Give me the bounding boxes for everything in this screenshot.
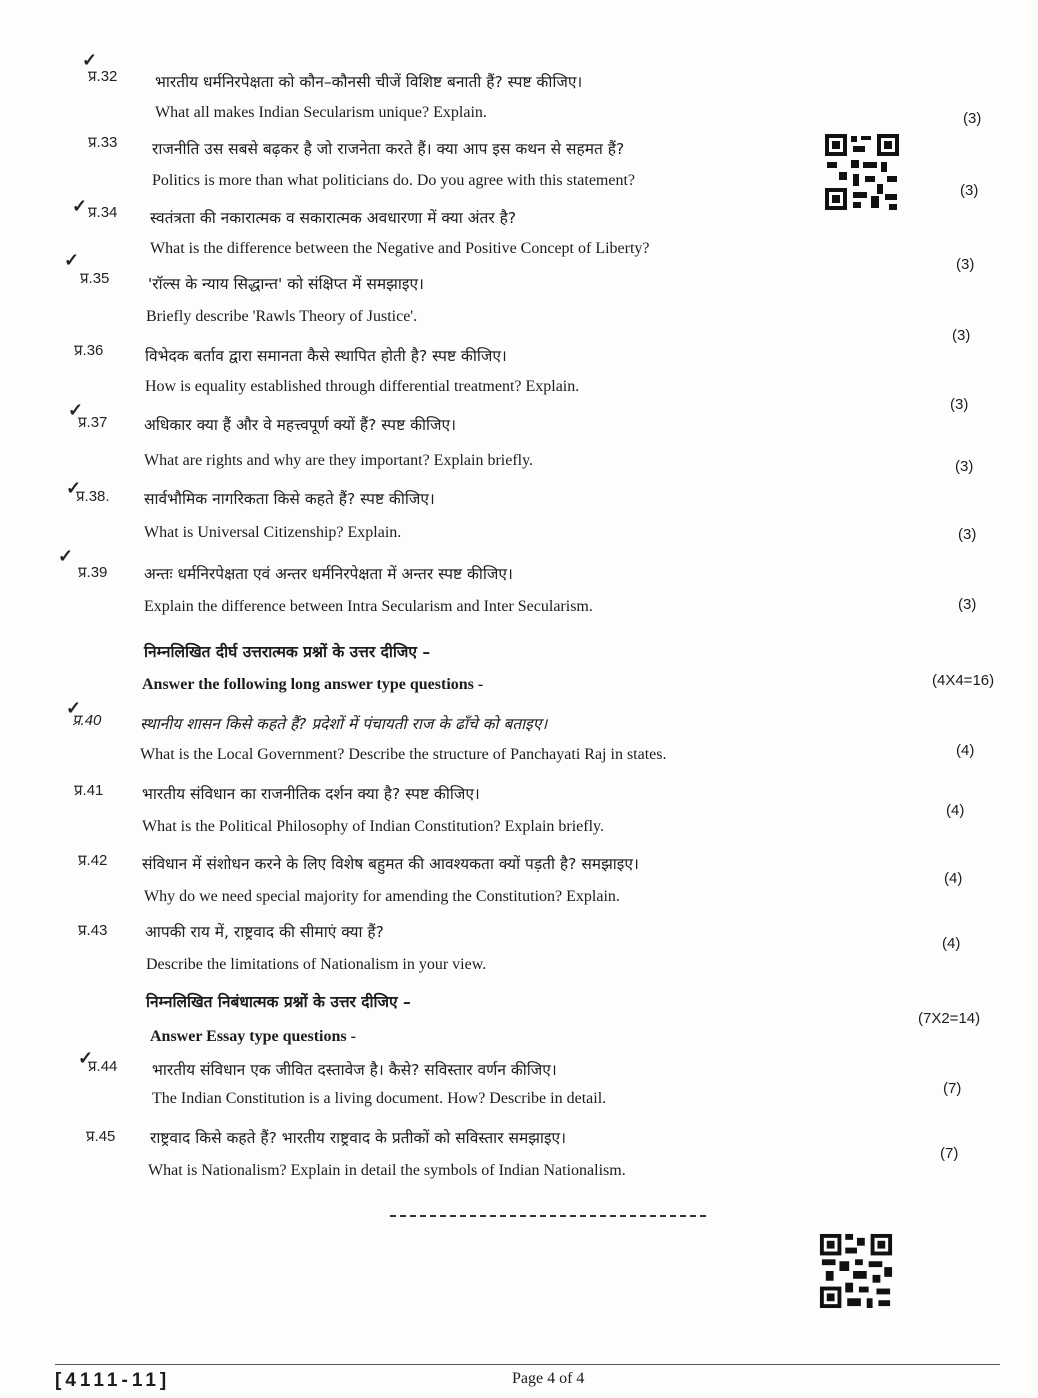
question-number: प्र.43 [78, 922, 108, 939]
question-english: What is the difference between the Negative and Positive Concept of Liberty? [150, 240, 650, 257]
question-english: Briefly describe 'Rawls Theory of Justice'. [146, 308, 418, 325]
question-number: प्र.36 [74, 342, 104, 359]
tick-mark-icon: ✓ [66, 478, 82, 498]
question-english: Why do we need special majority for amending the Constitution? Explain. [144, 888, 620, 905]
question-marks: (3) [963, 110, 982, 127]
question-hindi: अधिकार क्या हैं और वे महत्त्वपूर्ण क्यों हैं? स्पष्ट कीजिए। [144, 416, 456, 434]
page-number: Page 4 of 4 [512, 1370, 585, 1387]
question-hindi: अन्तः धर्मनिरपेक्षता एवं अन्तर धर्मनिरपेक्षता में अन्तर स्पष्ट कीजिए। [144, 565, 513, 583]
tick-mark-icon: ✓ [68, 400, 84, 420]
question-english: What are rights and why are they important? Explain briefly. [144, 452, 534, 469]
section-heading-english: Answer the following long answer type questions - [142, 676, 484, 693]
footer-rule [55, 1364, 1000, 1365]
section-heading-hindi: निम्नलिखित दीर्घ उत्तरात्मक प्रश्नों के उत्तर दीजिए – [144, 643, 431, 661]
question-number: प्र.38. [76, 488, 110, 505]
question-number: प्र.40 [72, 712, 102, 729]
tick-mark-icon: ✓ [82, 50, 98, 70]
question-hindi: स्वतंत्रता की नकारात्मक व सकारात्मक अवधारणा में क्या अंतर है? [150, 209, 517, 227]
question-hindi: आपकी राय में, राष्ट्रवाद की सीमाएं क्या हैं? [145, 923, 384, 941]
question-hindi: भारतीय संविधान एक जीवित दस्तावेज है। कैसे? सविस्तार वर्णन कीजिए। [152, 1061, 557, 1079]
question-marks: (4) [946, 802, 965, 819]
section-heading-hindi: निम्नलिखित निबंधात्मक प्रश्नों के उत्तर दीजिए – [146, 993, 411, 1011]
question-marks: (3) [958, 526, 977, 543]
question-marks: (3) [956, 256, 975, 273]
question-hindi: भारतीय धर्मनिरपेक्षता को कौन–कौनसी चीजें विशिष्ट बनाती हैं? स्पष्ट कीजिए। [155, 73, 583, 91]
section-heading-english: Answer Essay type questions - [150, 1028, 356, 1045]
question-english: What all makes Indian Secularism unique? Explain. [155, 104, 487, 121]
tick-mark-icon: ✓ [72, 196, 88, 216]
question-english: What is the Political Philosophy of Indian Constitution? Explain briefly. [142, 818, 605, 835]
question-hindi: स्थानीय शासन किसे कहते हैं? प्रदेशों में पंचायती राज के ढाँचे को बताइए। [140, 715, 548, 733]
question-number: प्र.35 [80, 270, 110, 287]
question-english: The Indian Constitution is a living document. How? Describe in detail. [152, 1090, 607, 1107]
question-english: How is equality established through differential treatment? Explain. [145, 378, 580, 395]
paper-code: [4111-11] [55, 1370, 171, 1391]
question-marks: (3) [955, 458, 974, 475]
qr-code-icon [823, 132, 901, 212]
question-number: प्र.34 [88, 204, 118, 221]
question-number: प्र.45 [86, 1128, 116, 1145]
question-marks: (3) [960, 182, 979, 199]
question-marks: (4) [956, 742, 975, 759]
question-marks: (7) [940, 1145, 959, 1162]
question-hindi: राष्ट्रवाद किसे कहते हैं? भारतीय राष्ट्रवाद के प्रतीकों को सविस्तार समझाइए। [150, 1129, 566, 1147]
tick-mark-icon: ✓ [58, 546, 74, 566]
qr-code-icon [818, 1232, 894, 1310]
question-marks: (4) [944, 870, 963, 887]
question-hindi: संविधान में संशोधन करने के लिए विशेष बहुमत की आवश्यकता क्यों पड़ती है? समझाइए। [142, 855, 639, 873]
question-marks: (3) [958, 596, 977, 613]
question-number: प्र.41 [74, 782, 104, 799]
question-english: What is Universal Citizenship? Explain. [144, 524, 402, 541]
question-english: What is the Local Government? Describe the structure of Panchayati Raj in states. [140, 746, 667, 763]
question-hindi: राजनीति उस सबसे बढ़कर है जो राजनेता करते हैं। क्या आप इस कथन से सहमत हैं? [152, 140, 625, 158]
question-number: प्र.39 [78, 564, 108, 581]
question-number: प्र.42 [78, 852, 108, 869]
question-number: प्र.33 [88, 134, 118, 151]
question-number: प्र.44 [88, 1058, 118, 1075]
question-english: Describe the limitations of Nationalism in your view. [146, 956, 487, 973]
question-number: प्र.37 [78, 414, 108, 431]
question-english: What is Nationalism? Explain in detail the symbols of Indian Nationalism. [148, 1162, 626, 1179]
question-hindi: भारतीय संविधान का राजनीतिक दर्शन क्या है? स्पष्ट कीजिए। [142, 785, 480, 803]
question-marks: (7) [943, 1080, 962, 1097]
question-marks: (4) [942, 935, 961, 952]
question-number: प्र.32 [88, 68, 118, 85]
tick-mark-icon: ✓ [66, 698, 82, 718]
question-marks: (3) [950, 396, 969, 413]
question-english: Explain the difference between Intra Secularism and Inter Secularism. [144, 598, 593, 615]
question-hindi: 'रॉल्स के न्याय सिद्धान्त' को संक्षिप्त में समझाइए। [148, 275, 424, 293]
question-hindi: सार्वभौमिक नागरिकता किसे कहते हैं? स्पष्ट कीजिए। [144, 490, 435, 508]
tick-mark-icon: ✓ [64, 250, 80, 270]
end-divider [390, 1215, 706, 1217]
section-marks: (4X4=16) [932, 672, 995, 689]
question-hindi: विभेदक बर्ताव द्वारा समानता कैसे स्थापित होती है? स्पष्ट कीजिए। [145, 347, 507, 365]
tick-mark-icon: ✓ [78, 1048, 94, 1068]
question-marks: (3) [952, 327, 971, 344]
question-english: Politics is more than what politicians do. Do you agree with this statement? [152, 172, 636, 189]
section-marks: (7X2=14) [918, 1010, 981, 1027]
